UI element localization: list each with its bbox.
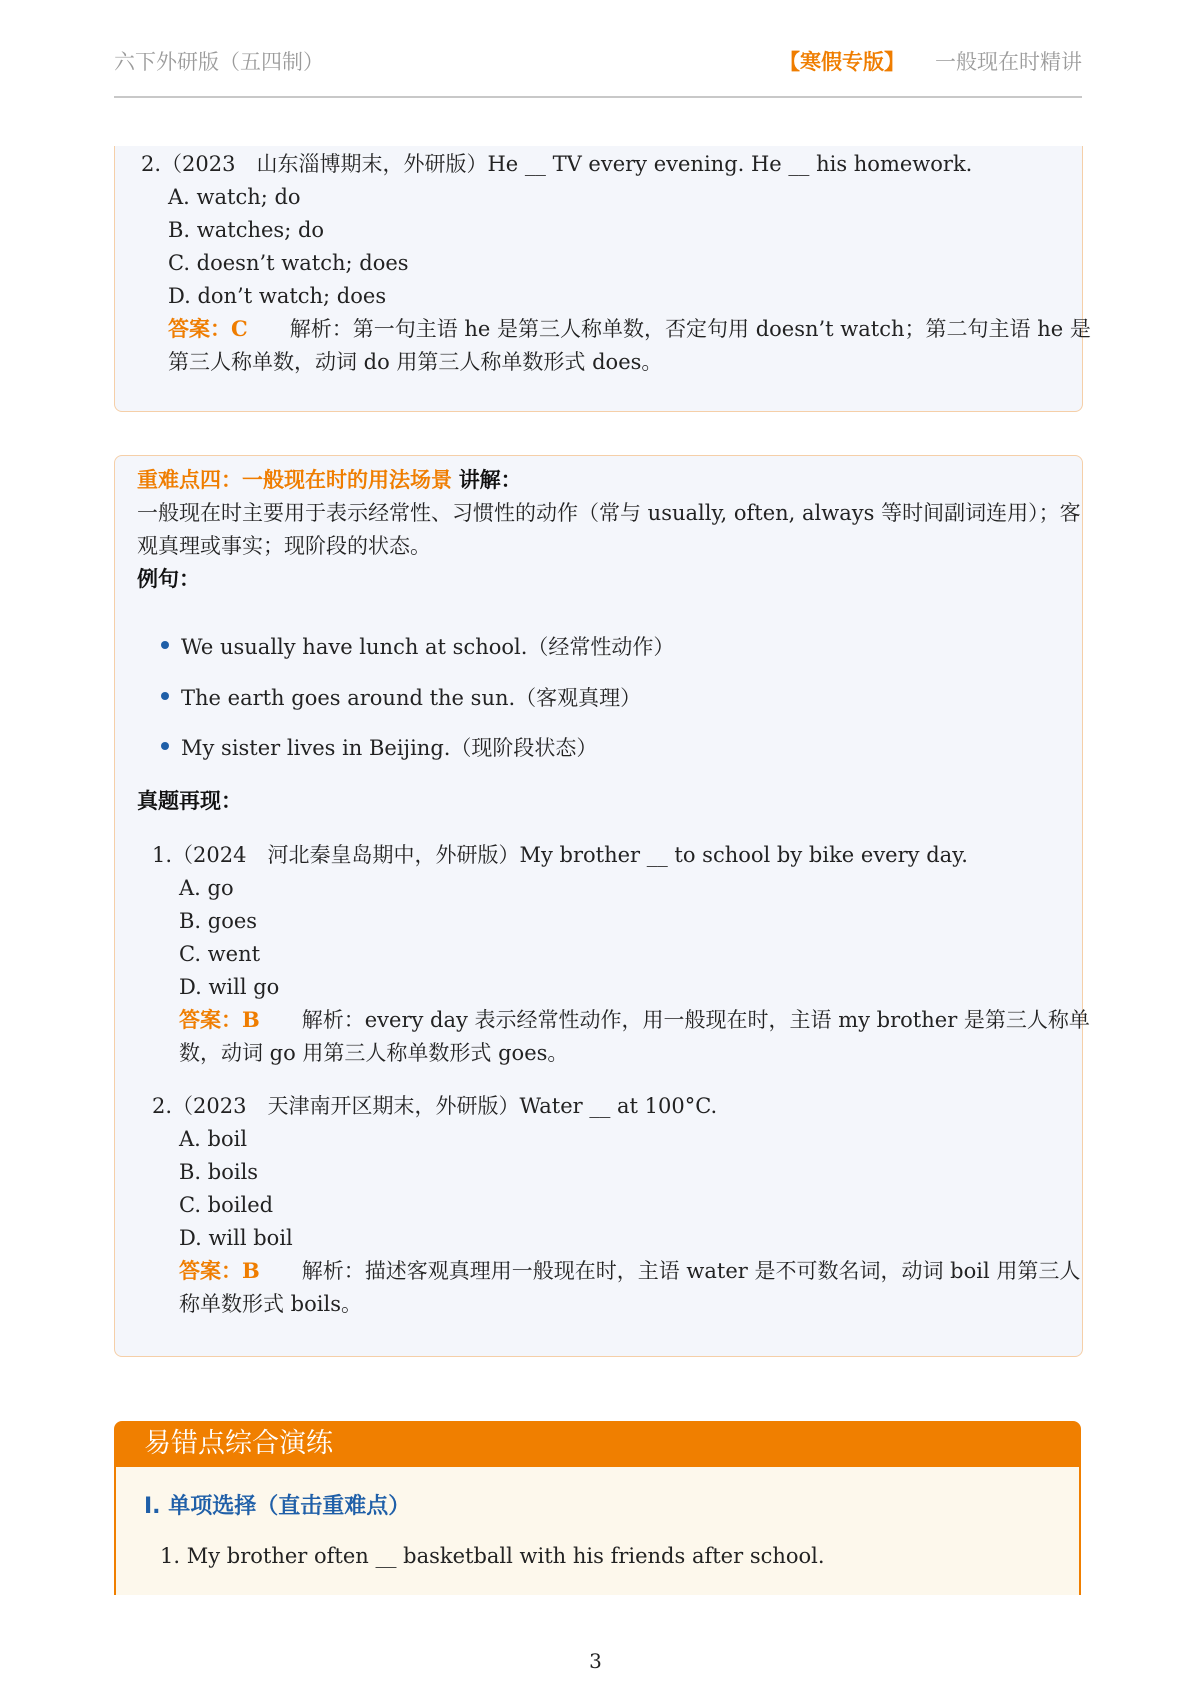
examples-label: 例句： <box>137 566 200 591</box>
option-a: A. watch; do <box>168 185 301 209</box>
header-right <box>779 46 1082 76</box>
intro-text-cont: 观真理或事实；现阶段的状态。 <box>137 534 431 558</box>
answer-explanation <box>179 1002 1090 1038</box>
practice-question: 1. My brother often __ basketball with his friends after school. <box>160 1544 825 1568</box>
answer-label: 答案：B <box>179 1007 260 1032</box>
key-point-card <box>114 455 1090 1357</box>
page-number: 3 <box>589 1649 602 1673</box>
option-b: B. watches; do <box>168 218 325 242</box>
answer-explanation <box>168 311 1091 347</box>
example-sentence: My sister lives in Beijing.（现阶段状态） <box>181 736 598 760</box>
question-card-continued <box>114 146 1091 412</box>
example-sentence: We usually have lunch at school.（经常性动作） <box>181 635 675 659</box>
explanation-text: 解析：描述客观真理用一般现在时，主语 water 是不可数名词，动词 boil 用第三人 <box>301 1259 1081 1283</box>
answer-label: 答案：B <box>179 1258 260 1283</box>
explanation-text: 解析：every day 表示经常性动作，用一般现在时，主语 my brother 是第三人称单 <box>301 1008 1090 1032</box>
practice-banner-title: 易错点综合演练 <box>144 1428 333 1459</box>
bullet-icon <box>161 692 169 700</box>
intro-text: 一般现在时主要用于表示经常性、习惯性的动作（常与 usually, often, always 等时间副词连用）；客 <box>137 501 1081 525</box>
practice-section <box>114 1421 1081 1595</box>
question-stem: 1.（2024 河北秦皇岛期中，外研版）My brother __ to school by bike every day. <box>152 843 968 867</box>
explanation-text-cont: 数，动词 go 用第三人称单数形式 goes。 <box>179 1041 569 1065</box>
answer-label: 答案：C <box>168 316 248 341</box>
explanation-text: 解析：第一句主语 he 是第三人称单数，否定句用 doesn’t watch；第二句主语 he 是 <box>289 317 1091 341</box>
key-point-title: 重难点四：一般现在时的用法场景 <box>137 467 452 492</box>
option-d: D. will go <box>179 975 280 999</box>
practice-body <box>114 1467 1081 1595</box>
past-exams-label: 真题再现： <box>137 788 242 813</box>
option-c: C. boiled <box>179 1193 274 1217</box>
option-b: B. goes <box>179 909 258 933</box>
option-d: D. will boil <box>179 1226 293 1250</box>
chapter-title: 一般现在时精讲 <box>935 50 1082 74</box>
question-stem: 2.（2023 山东淄博期末，外研版）He __ TV every evening. He __ his homework. <box>141 152 973 176</box>
page-header <box>114 44 1082 98</box>
answer-explanation <box>179 1253 1080 1289</box>
example-sentence: The earth goes around the sun.（客观真理） <box>181 686 642 710</box>
option-b: B. boils <box>179 1160 259 1184</box>
key-point-heading <box>137 462 522 498</box>
option-a: A. go <box>179 876 234 900</box>
question-stem: 2.（2023 天津南开区期末，外研版）Water __ at 100°C. <box>152 1094 718 1118</box>
practice-banner <box>114 1421 1081 1467</box>
option-c: C. doesn’t watch; does <box>168 251 409 275</box>
bullet-icon <box>161 742 169 750</box>
option-a: A. boil <box>179 1127 248 1151</box>
option-d: D. don’t watch; does <box>168 284 387 308</box>
key-point-suffix: 讲解： <box>458 467 522 492</box>
option-c: C. went <box>179 942 261 966</box>
explanation-text-cont: 称单数形式 boils。 <box>179 1292 362 1316</box>
edition-tag: 【寒假专版】 <box>779 49 905 74</box>
book-title: 六下外研版（五四制） <box>114 50 324 74</box>
explanation-text-cont: 第三人称单数，动词 do 用第三人称单数形式 does。 <box>168 350 663 374</box>
bullet-icon <box>161 641 169 649</box>
section-heading: I. 单项选择（直击重难点） <box>144 1494 411 1519</box>
